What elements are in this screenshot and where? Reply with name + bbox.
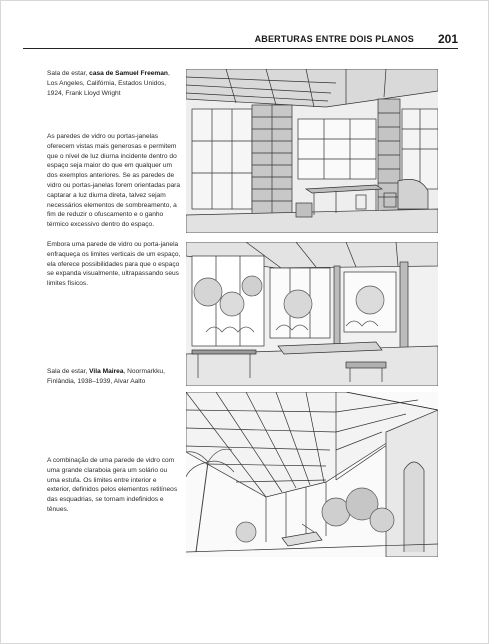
paragraph-solarium: A combinação de uma parede de vidro com uma grande claraboia gera um solário ou uma estufa. Os limites entre interior e exterior, definidos pelos elementos retilíneos das esquadrias, se tornam indefinidos e tênues. [47, 457, 178, 513]
caption-rest: , Los Angeles, Califórnia, Estados Unidos, 1924, Frank Lloyd Wright [47, 70, 170, 97]
caption-rest: , Noormarkku, Finlândia, 1938–1939, Alvar Aalto [47, 368, 165, 385]
caption-vila-mairea [47, 367, 181, 387]
caption-freeman-house [47, 69, 181, 98]
sketch-freeman-living-room [186, 69, 438, 233]
chapter-title: ABERTURAS ENTRE DOIS PLANOS [254, 34, 414, 44]
paragraph-glass-walls: As paredes de vidro ou portas-janelas oferecem vistas mais generosas e permitem que o nível de luz diurna incidente dentro do espaço seja maior do que em qualquer um dos exemplos anteriores. Se as paredes de vidro ou portas-janelas forem orientadas para captarar a luz diurna direta, talvez sejam necessários elementos de sombreamento, a fim de reduzir o ofuscamento e o ganho térmico excessivo dentro do espaço. [47, 133, 181, 229]
caption-prefix: Sala de estar, [47, 368, 90, 375]
caption-bold: casa de Samuel Freeman [89, 70, 168, 77]
page-number: 201 [437, 32, 458, 46]
sketch-solarium [186, 392, 438, 557]
caption-prefix: Sala de estar, [47, 70, 90, 77]
sketch-vila-mairea-living-room [186, 242, 438, 386]
running-header [23, 34, 458, 49]
paragraph-visual-expansion: Embora uma parede de vidro ou porta-janela enfraqueça os limites verticais de um espaço, ela oferece possibilidades para que o espaço se expanda visualmente, ultrapassando seus limites físicos. [47, 241, 181, 288]
caption-bold: Vila Mairea [89, 368, 124, 375]
